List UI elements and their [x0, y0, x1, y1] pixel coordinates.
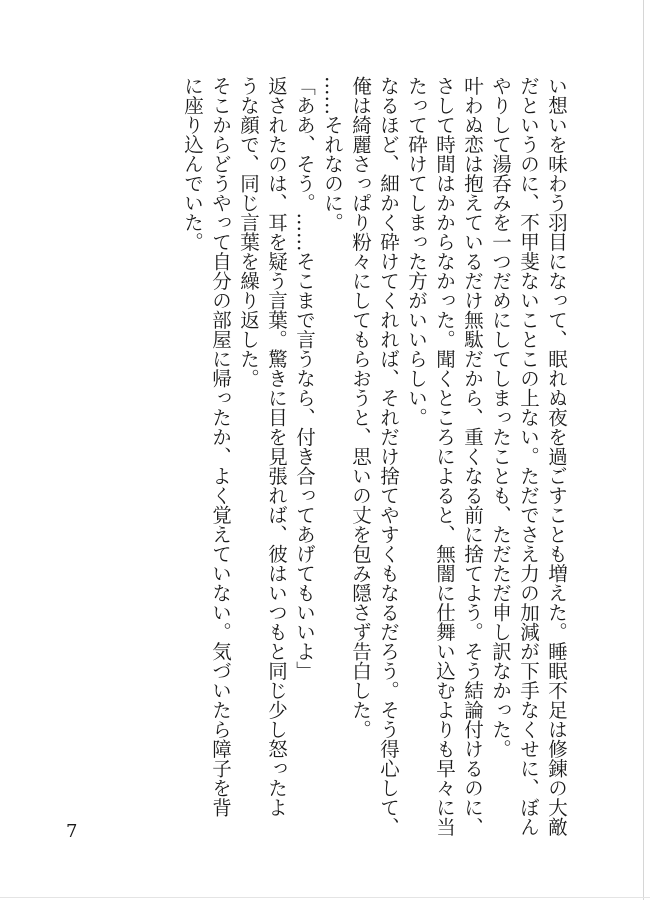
- text-line: そこからどうやって自分の部屋に帰ったか、よく覚えていない。気づいたら障子を背: [209, 76, 232, 817]
- text-line: に座り込んでいた。: [181, 76, 204, 252]
- page-edge-bottom: [0, 897, 650, 898]
- text-line: さして時間はかからなかった。聞くところによると、無闇に仕舞い込むよりも早々に当: [433, 76, 456, 837]
- text-line: うな顔で、同じ言葉を繰り返した。: [237, 76, 260, 388]
- body-text: [178, 76, 570, 837]
- text-line: なるほど、細かく砕けてくれれば、それだけ捨てやすくもなるだろう。そう得心して、: [377, 76, 400, 837]
- text-line: 叶わぬ恋は抱えているだけ無駄だから、重くなる前に捨てよう。そう結論付けるのに、: [461, 76, 484, 837]
- text-line: やりして湯呑みを一つだめにしてしまったことも、ただただ申し訳なかった。: [489, 76, 512, 759]
- page-edge-right: [643, 0, 644, 900]
- text-line: 俺は綺麗さっぱり粉々にしてもらおうと、思いの丈を包み隠さず告白した。: [349, 76, 372, 739]
- text-line: ……それなのに。: [321, 76, 344, 232]
- text-line: たって砕けてしまった方がいいらしい。: [405, 76, 428, 427]
- text-line: い想いを味わう羽目になって、眠れぬ夜を過ごすことも増えた。睡眠不足は修錬の大敵: [545, 76, 568, 837]
- page-number: 7: [66, 821, 78, 842]
- text-line: 返されたのは、耳を疑う言葉。驚きに目を見張れば、彼はいつもと同じ少し怒ったよ: [265, 76, 288, 817]
- text-line: だというのに、不甲斐ないことこの上ない。ただでさえ力の加減が下手なくせに、ぼん: [517, 76, 540, 837]
- dialogue-line: 「ああ、そう。……そこまで言うなら、付き合ってあげてもいいよ」: [293, 76, 316, 681]
